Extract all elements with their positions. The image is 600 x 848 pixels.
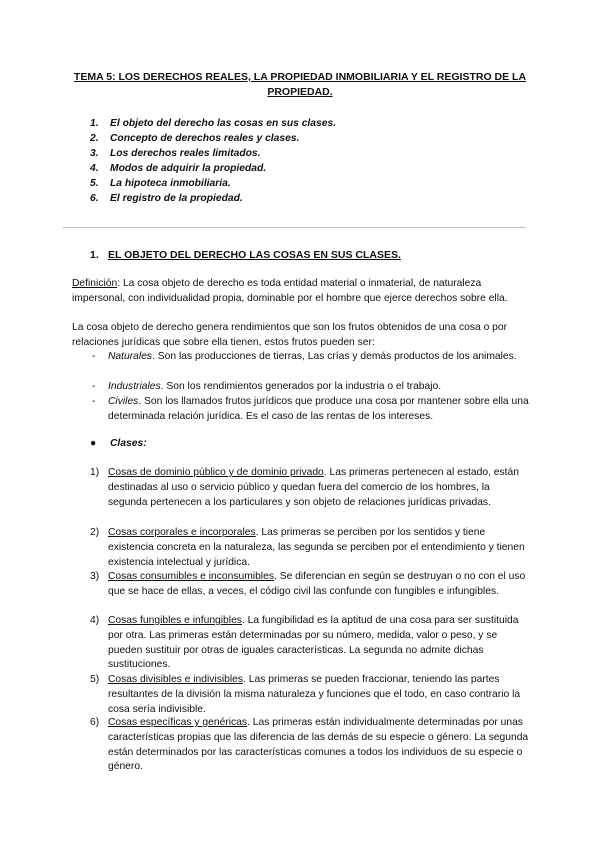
- clase-label: Cosas de dominio público y de dominio privado: [108, 467, 324, 478]
- list-item: [90, 673, 530, 717]
- definition-label: Definición: [72, 278, 118, 289]
- toc-number: 5.: [90, 178, 99, 189]
- list-item: [90, 466, 530, 510]
- table-of-contents: [90, 116, 470, 206]
- clase-text: . Las primeras pertenecen al estado, están destinadas al uso o servicio público y quedan fuera del comercio de los hombres, la segunda pertenecen a los particulares y son objeto de relaciones jurídicas privadas.: [108, 467, 519, 508]
- clase-label: Cosas fungibles e infungibles: [108, 615, 242, 626]
- section-number: 1.: [90, 249, 99, 261]
- toc-text: Concepto de derechos reales y clases.: [110, 133, 300, 144]
- toc-number: 6.: [90, 193, 99, 204]
- toc-text: El objeto del derecho las cosas en sus clases.: [110, 118, 337, 129]
- toc-item: [90, 146, 470, 161]
- list-number: 1): [90, 467, 100, 478]
- toc-item: [90, 191, 470, 206]
- toc-item: [90, 131, 470, 146]
- toc-number: 3.: [90, 148, 99, 159]
- fruto-label: Naturales: [108, 351, 153, 362]
- list-number: 4): [90, 615, 100, 626]
- list-number: 5): [90, 674, 100, 685]
- section-heading-text: EL OBJETO DEL DERECHO LAS COSAS EN SUS CLASES.: [108, 249, 401, 261]
- definition-text: : La cosa objeto de derecho es toda entidad material o inmaterial, de naturaleza impersonal, con individualidad propia, dominable por el hombre que ejerce derechos sobre ella.: [72, 278, 508, 304]
- fruto-text: . Son los rendimientos generados por la industria o el trabajo.: [160, 381, 442, 392]
- frutos-intro-paragraph: La cosa objeto de derecho genera rendimientos que son los frutos obtenidos de una cosa o por relaciones jurídicas que sobre ella tienen, estos frutos pueden ser:: [72, 322, 508, 348]
- fruto-text: . Son los llamados frutos jurídicos que produce una cosa por mantener sobre ella una determinada relación jurídica. Es el caso de las rentas de los intereses.: [108, 396, 529, 422]
- list-item: - Civiles. Son los llamados frutos jurídicos que produce una cosa por mantener sobre ella una determinada relación jurídica. Es el caso de las rentas de los intereses.: [92, 396, 529, 422]
- toc-text: Modos de adquirir la propiedad.: [110, 163, 267, 174]
- list-item: - Naturales. Son las producciones de tierras, Las crías y demás productos de los animales.: [92, 351, 517, 362]
- toc-text: El registro de la propiedad.: [110, 193, 243, 204]
- document-title: TEMA 5: LOS DERECHOS REALES, LA PROPIEDAD INMOBILIARIA Y EL REGISTRO DE LA PROPIEDAD.: [73, 71, 527, 98]
- clase-text: . Las primeras se pueden fraccionar, teniendo las partes resultantes de la división la misma naturaleza y funciones que el todo, en caso contrario la cosa sería indivisible.: [108, 674, 521, 715]
- fruto-text: . Son las producciones de tierras, Las crías y demás productos de los animales.: [152, 351, 517, 362]
- list-number: 2): [90, 527, 100, 538]
- toc-item: [90, 116, 470, 131]
- clase-text: . Se diferencian en según se destruyan o no con el uso que se hace de ellas, a veces, el código civil las confunde con fungibles e infungibles.: [108, 571, 526, 597]
- toc-number: 1.: [90, 118, 99, 129]
- fruto-label: Industriales: [108, 381, 161, 392]
- toc-number: 4.: [90, 163, 99, 174]
- clase-text: . Las primeras se perciben por los sentidos y tiene existencia concreta en la naturaleza, las segunda se perciben por el entendimiento y tienen existencia intelectual y jurídica.: [108, 527, 525, 568]
- list-number: 3): [90, 571, 100, 582]
- bullet-icon: ●: [90, 438, 97, 449]
- list-item: [90, 570, 530, 600]
- list-item: [90, 526, 530, 570]
- toc-text: Los derechos reales limitados.: [110, 148, 261, 159]
- toc-text: La hipoteca inmobiliaria.: [110, 178, 231, 189]
- list-item: - Industriales. Son los rendimientos generados por la industria o el trabajo.: [92, 381, 442, 392]
- clase-label: Cosas específicas y genéricas: [108, 717, 248, 728]
- clase-text: . La fungibilidad es la aptitud de una cosa para ser sustituida por otra. Las primeras están determinadas por su número, medida, valor o peso, y se pueden sustituir por otras de iguales características. La segunda no admite dichas sustituciones.: [108, 615, 519, 671]
- list-item: [90, 614, 530, 673]
- clase-label: Cosas consumibles e inconsumibles: [108, 571, 274, 582]
- horizontal-divider: [63, 227, 525, 228]
- list-number: 6): [90, 717, 100, 728]
- toc-item: [90, 161, 470, 176]
- fruto-label: Civiles: [108, 396, 139, 407]
- clase-label: Cosas corporales e incorporales: [108, 527, 256, 538]
- clases-label: Clases:: [110, 438, 147, 449]
- clases-bullet: [90, 438, 147, 449]
- toc-item: [90, 176, 470, 191]
- clase-label: Cosas divisibles e indivisibles: [108, 674, 244, 685]
- definition-paragraph: [72, 277, 534, 307]
- section-heading: [90, 248, 530, 263]
- toc-number: 2.: [90, 133, 99, 144]
- clase-text: . Las primeras están individualmente determinadas por unas características propias que las diferencia de las demás de su especie o género. La segunda están determinados por las características comunes a todos los individuos de su especie o género.: [108, 717, 529, 773]
- list-item: [90, 716, 530, 775]
